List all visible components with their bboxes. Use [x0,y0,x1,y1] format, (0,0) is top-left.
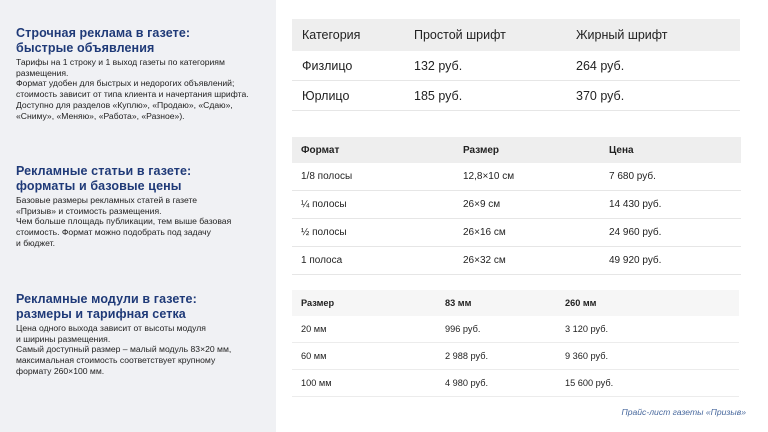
section-modules [16,292,272,377]
table-cell: 7 680 руб. [600,163,741,191]
table-header-cell: Жирный шрифт [566,19,740,51]
table-header-row [292,137,741,163]
section-text: Цена одного выхода зависит от высоты модуля и ширины размещения. Самый доступный размер – малый модуль 83×20 мм, максимальная стоимость соответствует крупному формату 260×100 мм. [16,323,232,376]
table-cell: 1 полоса [292,247,454,275]
table-cell: 370 руб. [566,81,740,111]
table-cell: 26×9 см [454,191,600,219]
table-cell: 26×32 см [454,247,600,275]
table-cell: 20 мм [292,316,436,343]
table-spacer-row [292,111,740,124]
table-row [292,81,740,111]
table-cell: 3 120 руб. [556,316,739,343]
section-text: Тарифы на 1 строку и 1 выход газеты по категориям размещения. Формат удобен для быстрых и недорогих объявлений; стоимость зависит от типа клиента и начертания шрифта. Доступно для разделов «Куплю», «Продаю», «Сдаю», «Сниму», «Меняю», «Работа», «Разное»). [16,57,249,121]
footer-caption: Прайс-лист газеты «Призыв» [621,407,746,417]
classifieds-price-table [292,19,740,123]
table-header-cell: Размер [292,290,436,316]
table-cell: Физлицо [292,51,404,81]
table-cell: 4 980 руб. [436,370,556,397]
table-cell: 15 600 руб. [556,370,739,397]
table-row [292,219,741,247]
table-cell: 264 руб. [566,51,740,81]
table-cell: 9 360 руб. [556,343,739,370]
table-cell: ¼ полосы [292,191,454,219]
table-header-cell: 260 мм [556,290,739,316]
table-cell: 12,8×10 см [454,163,600,191]
table-header-row [292,290,739,316]
table-row [292,370,739,397]
section-title: Рекламные статьи в газете: форматы и базовые цены [16,164,192,193]
table-row [292,163,741,191]
table-header-row [292,19,740,51]
table-cell: 60 мм [292,343,436,370]
section-title: Строчная реклама в газете: быстрые объявления [16,26,191,55]
articles-price-table [292,137,741,275]
table-cell: Юрлицо [292,81,404,111]
table-header-cell: Формат [292,137,454,163]
table-cell: 100 мм [292,370,436,397]
table-header-cell: Цена [600,137,741,163]
table-row [292,316,739,343]
section-articles [16,164,272,249]
table-row [292,247,741,275]
table-cell: 24 960 руб. [600,219,741,247]
table-cell: 996 руб. [436,316,556,343]
table-cell: 2 988 руб. [436,343,556,370]
table-header-cell: Простой шрифт [404,19,566,51]
table-row [292,51,740,81]
modules-price-table [292,290,739,397]
table-cell: 1/8 полосы [292,163,454,191]
table-row [292,191,741,219]
table-cell: 185 руб. [404,81,566,111]
section-title: Рекламные модули в газете: размеры и тарифная сетка [16,292,197,321]
table-cell: 49 920 руб. [600,247,741,275]
table-cell: 14 430 руб. [600,191,741,219]
left-panel [0,0,276,432]
table-cell: 26×16 см [454,219,600,247]
table-header-cell: Категория [292,19,404,51]
table-header-cell: Размер [454,137,600,163]
section-text: Базовые размеры рекламных статей в газете «Призыв» и стоимость размещения. Чем больше площадь публикации, тем выше базовая стоимость. Формат можно подобрать под задачу и бюджет. [16,195,232,248]
section-classifieds [16,26,272,121]
table-cell: 132 руб. [404,51,566,81]
table-header-cell: 83 мм [436,290,556,316]
table-row [292,343,739,370]
table-cell: ½ полосы [292,219,454,247]
